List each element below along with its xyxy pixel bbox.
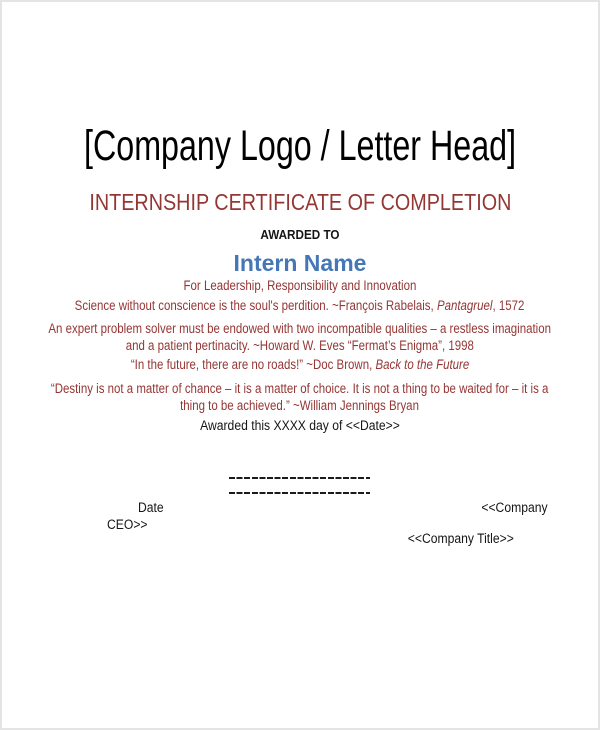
date-label: Date bbox=[138, 500, 164, 515]
quote-doc-brown-source: Back to the Future bbox=[375, 357, 470, 372]
certificate-title: INTERNSHIP CERTIFICATE OF COMPLETION bbox=[88, 189, 512, 215]
quote-eves-line1: An expert problem solver must be endowed with two incompatible qualities – a restless imagination bbox=[48, 321, 552, 336]
awarded-to-label: AWARDED TO bbox=[260, 227, 340, 242]
certificate-title-row bbox=[2, 189, 598, 215]
quote-rabelais bbox=[75, 298, 525, 314]
company-ceo-placeholder-line2: CEO>> bbox=[107, 517, 148, 532]
intern-name-row bbox=[2, 250, 598, 277]
quote-bryan-line2: thing to be achieved.” ~William Jennings Bryan bbox=[180, 398, 420, 413]
signature-line-top bbox=[229, 477, 370, 479]
tagline: For Leadership, Responsibility and Innovation bbox=[183, 278, 417, 293]
quote-eves-row-2 bbox=[2, 338, 598, 354]
quote-doc-brown bbox=[131, 357, 469, 373]
award-date-line: Awarded this XXXX day of <<Date>> bbox=[200, 418, 400, 433]
quote-doc-brown-text: “In the future, there are no roads!” ~Doc Brown, bbox=[130, 357, 376, 372]
quote-doc-brown-row bbox=[2, 357, 598, 373]
quote-eves-line2: and a patient pertinacity. ~Howard W. Eves “Fermat’s Enigma”, 1998 bbox=[125, 338, 475, 353]
intern-name: Intern Name bbox=[233, 250, 367, 276]
company-ceo-placeholder-line1: <<Company bbox=[481, 500, 548, 515]
quote-bryan-row-1 bbox=[2, 381, 598, 397]
awarded-to-row bbox=[2, 227, 598, 242]
letterhead-row bbox=[2, 122, 598, 170]
award-date-row bbox=[2, 418, 598, 434]
quote-rabelais-source: Pantagruel bbox=[437, 298, 493, 313]
quote-bryan-row-2 bbox=[2, 398, 598, 414]
tagline-row bbox=[2, 278, 598, 294]
quote-rabelais-row bbox=[2, 298, 598, 314]
quote-bryan-line1: “Destiny is not a matter of chance – it is a matter of choice. It is not a thing to be waited for – it is a bbox=[51, 381, 549, 396]
company-logo-placeholder: [Company Logo / Letter Head] bbox=[83, 122, 517, 170]
signature-line-bottom bbox=[229, 492, 370, 494]
quote-eves-row-1 bbox=[2, 321, 598, 337]
quote-rabelais-text: Science without conscience is the soul's perdition. ~François Rabelais, bbox=[75, 298, 438, 313]
quote-rabelais-year: , 1572 bbox=[492, 298, 525, 313]
company-title-placeholder: <<Company Title>> bbox=[407, 531, 514, 546]
